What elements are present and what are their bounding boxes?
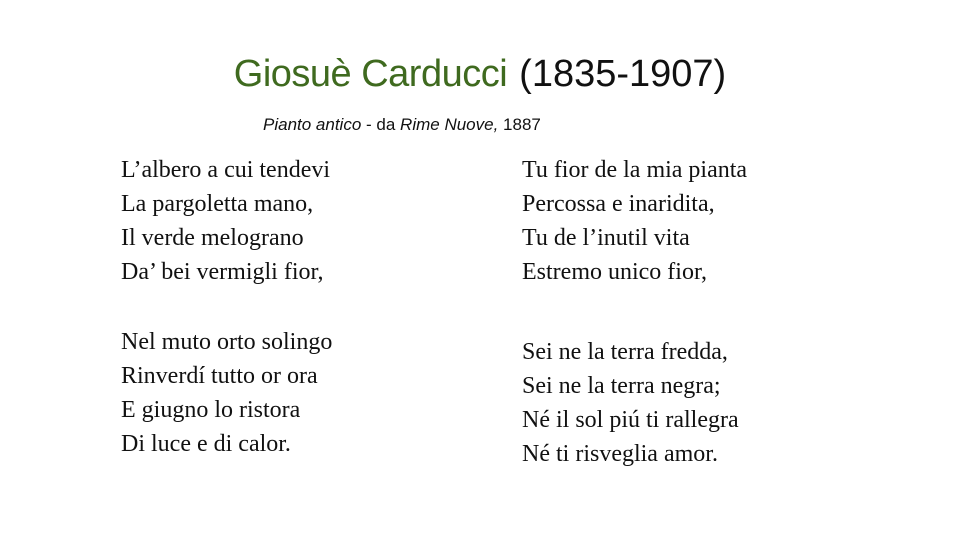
verse-line: Né il sol piú ti rallegra [522,407,739,433]
verse-line: Né ti risveglia amor. [522,441,718,467]
verse-line: Percossa e inaridita, [522,191,715,217]
verse-line: Rinverdí tutto or ora [121,363,318,389]
verse-line: Di luce e di calor. [121,431,291,457]
author-name: Giosuè Carducci [233,53,508,95]
collection-title: Rime Nuove, [400,115,499,134]
verse-line: Sei ne la terra negra; [522,373,721,399]
poem-title: Pianto antico [263,115,362,134]
stanza-2 [522,153,747,289]
verse-line: L’albero a cui tendevi [121,157,331,183]
subtitle-separator: - da [361,115,401,134]
author-years: (1835-1907) [519,53,727,95]
verse-line: Tu fior de la mia pianta [522,157,748,183]
verse-line: Sei ne la terra fredda, [522,339,728,365]
slide-title [0,50,960,98]
poem-subtitle [263,114,541,136]
publication-year: 1887 [498,115,541,134]
stanza-1 [121,153,330,289]
verse-line: La pargoletta mano, [121,191,314,217]
verse-line: Il verde melograno [121,225,304,251]
stanza-3 [121,325,332,461]
verse-line: Tu de l’inutil vita [522,225,690,251]
verse-line: Nel muto orto solingo [121,329,333,355]
verse-line: Da’ bei vermigli fior, [121,259,324,285]
stanza-4 [522,335,739,471]
verse-line: Estremo unico fior, [522,259,707,285]
verse-line: E giugno lo ristora [121,397,301,423]
